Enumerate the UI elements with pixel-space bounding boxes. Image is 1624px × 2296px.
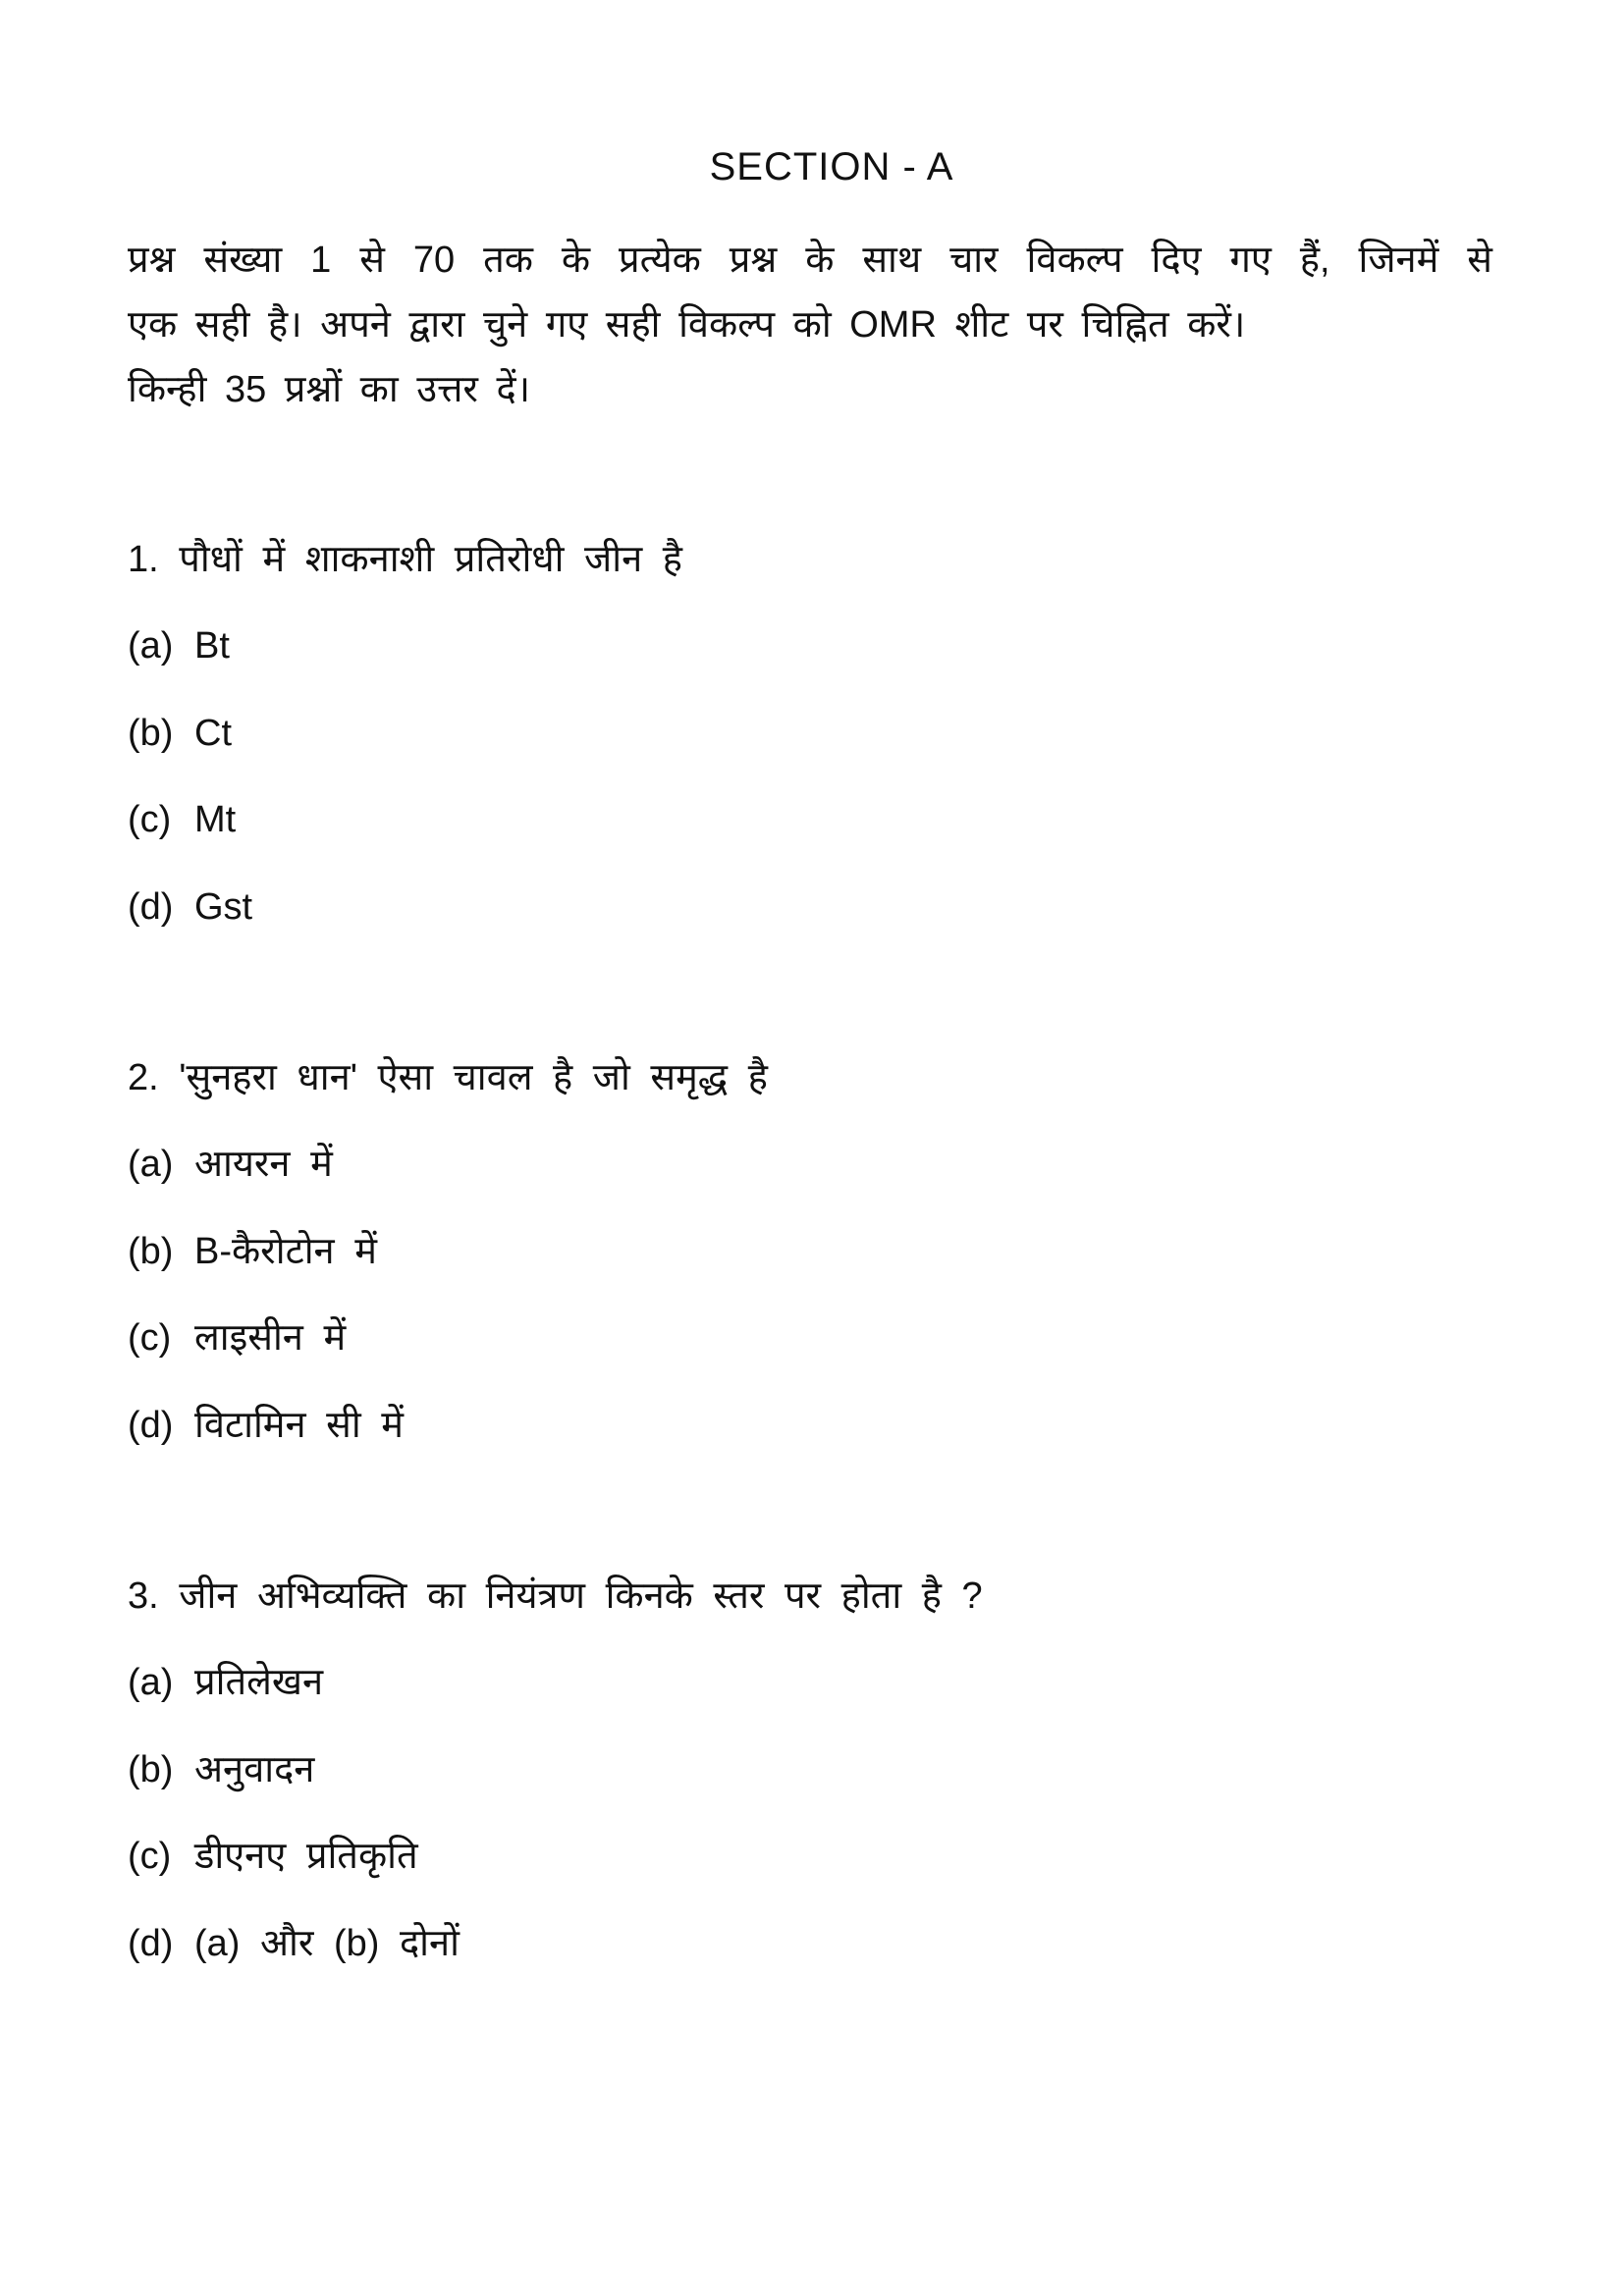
section-title-text: SECTION - A [709,145,954,188]
instructions-paragraph [128,228,1492,422]
question-number: 1. [128,539,159,580]
question-1 [128,530,1502,964]
question-stem [128,1567,1502,1653]
option-label: (d) [128,1404,174,1446]
option-d [128,1914,1502,2002]
option-text: Mt [194,799,237,840]
option-label: (d) [128,885,174,928]
option-text: Ct [194,712,232,754]
question-text: पौधों में शाकनाशी प्रतिरोधी जीन है [179,539,682,580]
instruction-line: प्रश्न संख्या 1 से 70 तक के प्रत्येक प्रश्न के साथ चार विकल्प दिए गए हैं, जिनमें से [128,240,1492,281]
option-a [128,1135,1502,1222]
option-text: डीएनए प्रतिकृति [194,1836,418,1877]
option-a [128,616,1502,704]
option-label: (c) [128,1317,172,1359]
question-2 [128,1048,1502,1482]
option-label: (a) [128,625,174,667]
question-text: 'सुनहरा धान' ऐसा चावल है जो समृद्ध है [179,1057,768,1098]
option-label: (c) [128,799,172,840]
question-stem [128,1048,1502,1135]
instruction-line: एक सही है। अपने द्वारा चुने गए सही विकल्प को OMR शीट पर चिह्नित करें। [128,304,1246,346]
option-label: (c) [128,1836,172,1877]
option-d [128,1396,1502,1483]
option-text: Gst [194,885,253,928]
question-text: जीन अभिव्यक्ति का नियंत्रण किनके स्तर पर होता है ? [179,1575,983,1617]
option-label: (a) [128,1662,174,1703]
option-label: (a) [128,1144,174,1185]
question-number: 2. [128,1057,159,1098]
option-a [128,1653,1502,1740]
question-number: 3. [128,1575,159,1617]
option-text: B-कैरोटोन में [194,1230,377,1272]
instruction-line: किन्ही 35 प्रश्नों का उत्तर दें। [128,369,531,410]
option-label: (b) [128,712,174,754]
option-text: Bt [194,625,230,667]
option-text: लाइसीन में [194,1317,347,1359]
option-text: प्रतिलेखन [194,1662,324,1703]
option-c [128,1827,1502,1914]
option-text: (a) और (b) दोनों [194,1922,460,1964]
option-c [128,1308,1502,1396]
section-heading [0,145,1624,189]
option-b [128,704,1502,791]
option-text: आयरन में [194,1144,333,1185]
question-stem [128,530,1502,616]
question-3 [128,1567,1502,2001]
option-text: अनुवादन [194,1748,315,1790]
option-label: (b) [128,1230,174,1272]
option-c [128,790,1502,878]
option-label: (d) [128,1922,174,1964]
option-text: विटामिन सी में [194,1404,404,1446]
option-d [128,878,1502,965]
option-b [128,1740,1502,1828]
option-b [128,1222,1502,1309]
option-label: (b) [128,1748,174,1790]
